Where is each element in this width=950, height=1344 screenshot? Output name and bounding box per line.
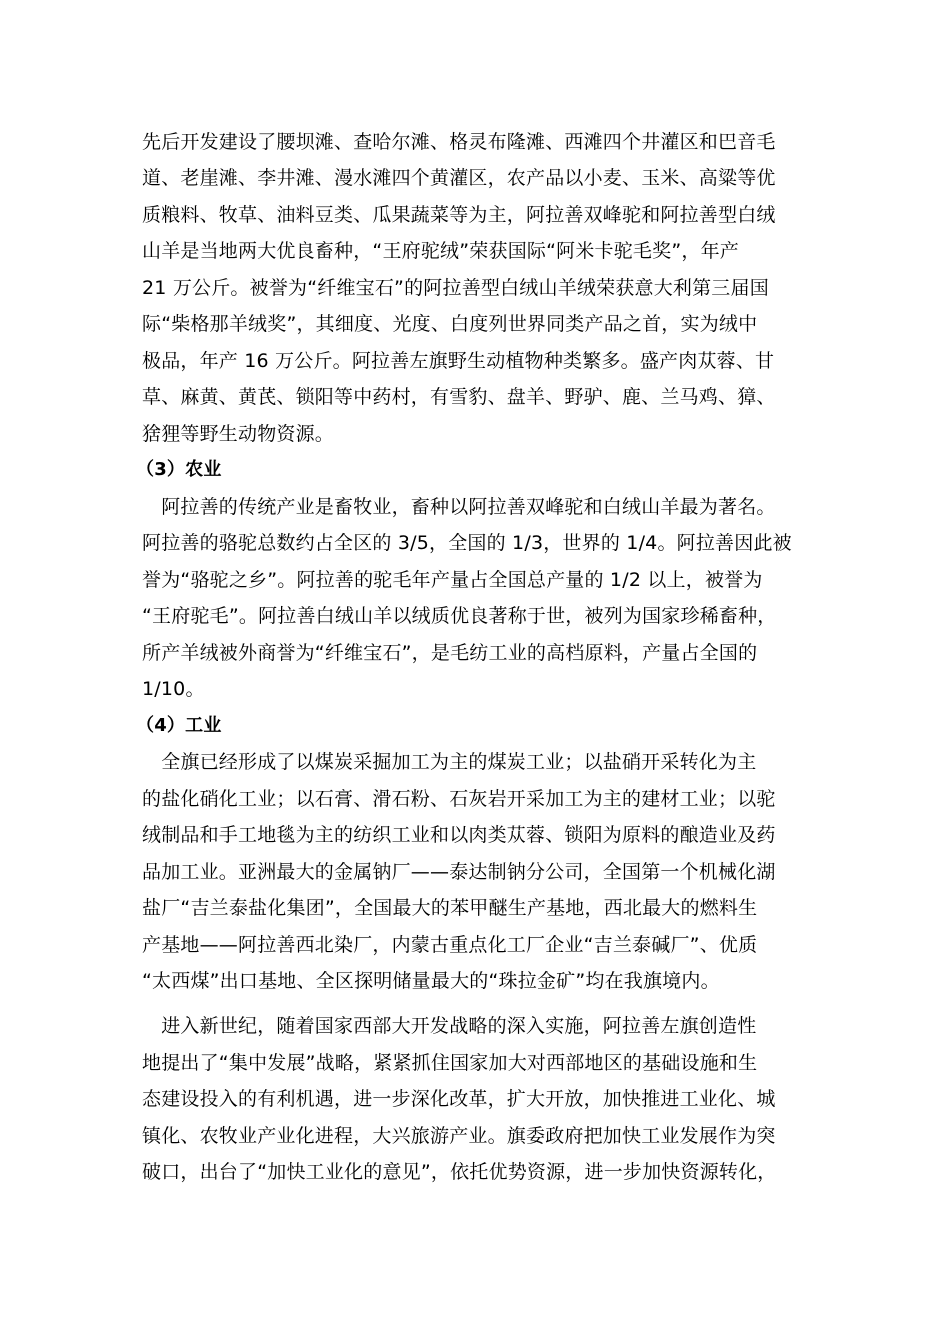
paragraph-3-line-2: 的盐化硝化工业；以石膏、滑石粉、石灰岩开采加工为主的建材工业；以驼: [142, 788, 776, 810]
paragraph-1-line-1: 先后开发建设了腰坝滩、查哈尔滩、格灵布隆滩、西滩四个井灌区和巴音毛: [142, 131, 776, 153]
paragraph-4-line-5: 破口，出台了“加快工业化的意见”，依托优势资源，进一步加快资源转化，: [142, 1161, 777, 1183]
paragraph-3-line-4: 品加工业。亚洲最大的金属钠厂——泰达制钠分公司，全国第一个机械化湖: [142, 861, 776, 883]
paragraph-1-line-8: 草、麻黄、黄芪、锁阳等中药村，有雪豹、盘羊、野驴、鹿、兰马鸡、獐、: [142, 386, 776, 408]
paragraph-1-line-2: 道、老崖滩、李井滩、漫水滩四个黄灌区，农产品以小麦、玉米、高粱等优: [142, 167, 776, 189]
paragraph-4-line-2: 地提出了“集中发展”战略，紧紧抓住国家加大对西部地区的基础设施和生: [142, 1052, 758, 1074]
paragraph-2-line-5: 所产羊绒被外商誉为“纤维宝石”，是毛纺工业的高档原料，产量占全国的: [142, 642, 758, 664]
paragraph-1-line-9: 猞狸等野生动物资源。: [142, 423, 335, 445]
paragraph-4-line-1: 进入新世纪，随着国家西部大开发战略的深入实施，阿拉善左旗创造性: [142, 1015, 757, 1037]
paragraph-2-line-2: 阿拉善的骆驼总数约占全区的 3/5，全国的 1/3，世界的 1/4。阿拉善因此被: [142, 532, 792, 554]
paragraph-3-line-7: “太西煤”出口基地、全区探明储量最大的“珠拉金矿”均在我旗境内。: [142, 970, 720, 992]
paragraph-4-line-4: 镇化、农牧业产业化进程，大兴旅游产业。旗委政府把加快工业发展作为突: [142, 1125, 776, 1147]
paragraph-1-line-7: 极品，年产 16 万公斤。阿拉善左旗野生动植物种类繁多。盛产肉苁蓉、甘: [142, 350, 775, 372]
section-heading-agriculture: （3）农业: [136, 459, 222, 480]
paragraph-3-line-6: 产基地——阿拉善西北染厂，内蒙古重点化工厂企业“吉兰泰碱厂”、优质: [142, 934, 758, 956]
paragraph-2-line-1: 阿拉善的传统产业是畜牧业，畜种以阿拉善双峰驼和白绒山羊最为著名。: [142, 496, 776, 518]
paragraph-1-line-4: 山羊是当地两大优良畜种，“王府驼绒”荣获国际“阿米卡驼毛奖”，年产: [142, 240, 739, 262]
paragraph-3-line-3: 绒制品和手工地毯为主的纺织工业和以肉类苁蓉、锁阳为原料的酿造业及药: [142, 824, 776, 846]
paragraph-1-line-3: 质粮料、牧草、油料豆类、瓜果蔬菜等为主，阿拉善双峰驼和阿拉善型白绒: [142, 204, 776, 226]
paragraph-1-line-6: 际“柴格那羊绒奖”，其细度、光度、白度列世界同类产品之首，实为绒中: [142, 313, 758, 335]
paragraph-3-line-1: 全旗已经形成了以煤炭采掘加工为主的煤炭工业；以盐硝开采转化为主: [142, 751, 757, 773]
paragraph-2-line-4: “王府驼毛”。阿拉善白绒山羊以绒质优良著称于世，被列为国家珍稀畜种，: [142, 605, 777, 627]
paragraph-2-line-6: 1/10。: [142, 678, 205, 700]
paragraph-3-line-5: 盐厂“吉兰泰盐化集团”，全国最大的苯甲醚生产基地，西北最大的燃料生: [142, 897, 758, 919]
paragraph-1-line-5: 21 万公斤。被誉为“纤维宝石”的阿拉善型白绒山羊绒荣获意大利第三届国: [142, 277, 769, 299]
section-heading-industry: （4）工业: [136, 715, 222, 736]
paragraph-2-line-3: 誉为“骆驼之乡”。阿拉善的驼毛年产量占全国总产量的 1/2 以上，被誉为: [142, 569, 763, 591]
paragraph-4-line-3: 态建设投入的有利机遇，进一步深化改革，扩大开放，加快推进工业化、城: [142, 1088, 776, 1110]
